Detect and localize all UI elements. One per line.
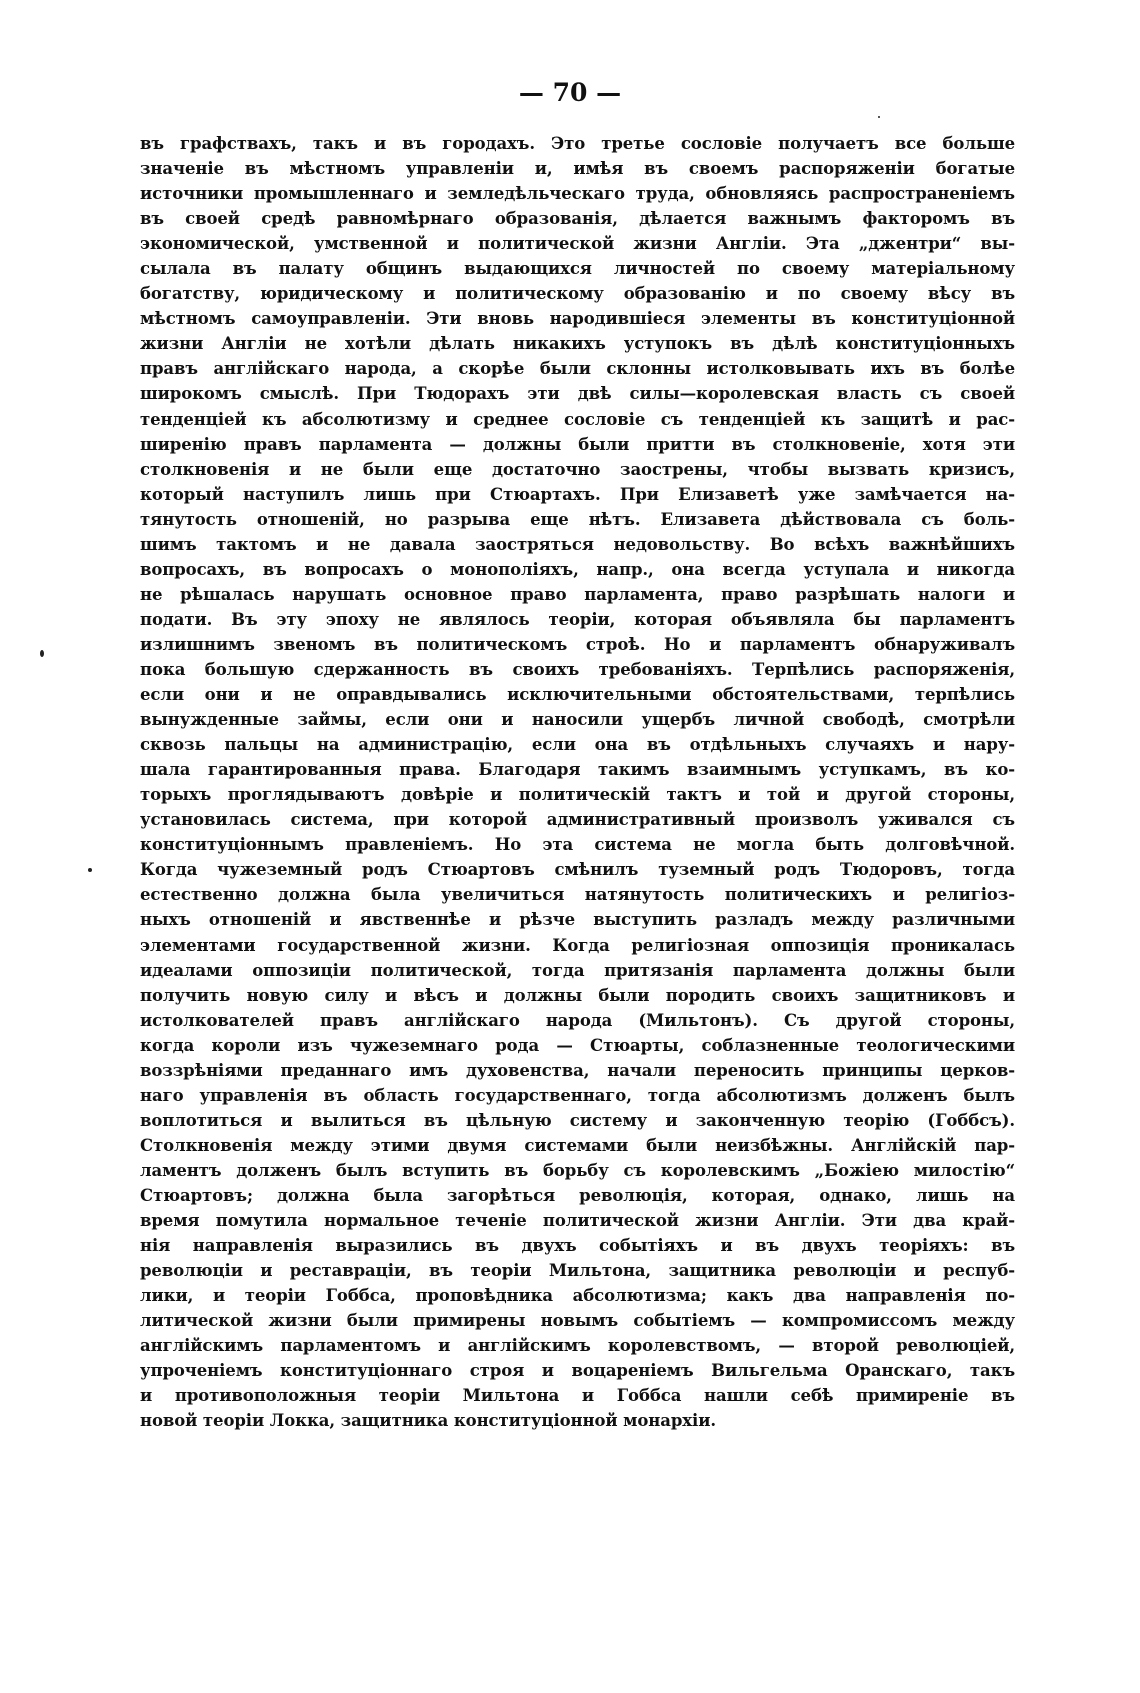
text-line: литической жизни были примирены новымъ событіемъ — компромиссомъ между: [140, 1311, 1015, 1331]
text-line: новой теоріи Локка, защитника конституціонной монархіи.: [140, 1411, 716, 1431]
text-line: Стюартовъ; должна была загорѣться революція, которая, однако, лишь на: [140, 1185, 1015, 1205]
scan-speck: [40, 650, 44, 657]
text-line: сквозь пальцы на администрацію, если она въ отдѣльныхъ случаяхъ и нару-: [140, 735, 1015, 755]
text-line: ныхъ отношеній и явственнѣе и рѣзче выступить разладъ между различными: [140, 910, 1015, 930]
text-line: воззрѣніями преданнаго имъ духовенства, начали переносить принципы церков-: [140, 1060, 1015, 1080]
text-line: шимъ тактомъ и не давала заостряться недовольству. Во всѣхъ важнѣйшихъ: [140, 534, 1015, 554]
text-line: значеніе въ мѣстномъ управленіи и, имѣя въ своемъ распоряженіи богатые: [140, 159, 1015, 179]
text-line: въ графствахъ, такъ и въ городахъ. Это третье сословіе получаетъ все больше: [140, 134, 1015, 153]
text-line: наго управленія въ область государственнаго, тогда абсолютизмъ долженъ былъ: [140, 1085, 1015, 1105]
text-line: не рѣшалась нарушать основное право парламента, право разрѣшать налоги и: [140, 584, 1015, 604]
text-line: ламентъ долженъ былъ вступить въ борьбу съ королевскимъ „Божіею милостію“: [140, 1160, 1015, 1180]
text-line: установилась система, при которой административный произволъ уживался съ: [140, 810, 1015, 830]
text-line: подати. Въ эту эпоху не являлось теоріи, которая объявляла бы парламентъ: [140, 609, 1015, 629]
text-line: широкомъ смыслѣ. При Тюдорахъ эти двѣ силы—королевская власть съ своей: [140, 384, 1015, 404]
text-line: источники промышленнаго и земледѣльческаго труда, обновляясь распространеніемъ: [140, 184, 1015, 204]
text-line: излишнимъ звеномъ въ политическомъ строѣ. Но и парламентъ обнаруживалъ: [140, 634, 1015, 654]
text-line: ширенію правъ парламента — должны были притти въ столкновеніе, хотя эти: [140, 434, 1015, 454]
scan-speck: [878, 116, 880, 118]
text-line: пока большую сдержанность въ своихъ требованіяхъ. Терпѣлись распоряженія,: [140, 659, 1015, 679]
text-line: естественно должна была увеличиться натянутость политическихъ и религіоз-: [140, 885, 1015, 905]
text-line: вопросахъ, въ вопросахъ о монополіяхъ, напр., она всегда уступала и никогда: [140, 559, 1015, 579]
text-line: мѣстномъ самоуправленіи. Эти вновь народившіеся элементы въ конституціонной: [140, 309, 1015, 329]
text-line: когда короли изъ чужеземнаго рода — Стюарты, соблазненные теологическими: [140, 1035, 1015, 1055]
text-line: Столкновенія между этими двумя системами были неизбѣжны. Англійскій пар-: [140, 1135, 1015, 1155]
text-line: если они и не оправдывались исключительными обстоятельствами, терпѣлись: [140, 685, 1015, 705]
text-line: получить новую силу и вѣсъ и должны были породить своихъ защитниковъ и: [140, 985, 1015, 1005]
text-line: революціи и реставраціи, въ теоріи Мильтона, защитника революціи и респуб-: [140, 1261, 1015, 1281]
text-line: экономической, умственной и политической жизни Англіи. Эта „джентри“ вы-: [140, 234, 1015, 254]
text-line: время помутила нормальное теченіе политической жизни Англіи. Эти два край-: [140, 1211, 1015, 1231]
text-line: тенденціей къ абсолютизму и среднее сословіе съ тенденціей къ защитѣ и рас-: [140, 409, 1015, 429]
text-line: идеалами оппозиціи политической, тогда притязанія парламента должны были: [140, 960, 1015, 980]
page-number: — 70 —: [518, 78, 622, 107]
text-line: лики, и теоріи Гоббса, проповѣдника абсолютизма; какъ два направленія по-: [140, 1286, 1015, 1306]
text-line: богатству, юридическому и политическому образованію и по своему вѣсу въ: [140, 284, 1015, 304]
text-line: жизни Англіи не хотѣли дѣлать никакихъ уступокъ въ дѣлѣ конституціонныхъ: [140, 334, 1015, 354]
text-line: тянутость отношеній, но разрыва еще нѣтъ. Елизавета дѣйствовала съ боль-: [140, 509, 1015, 529]
text-line: элементами государственной жизни. Когда религіозная оппозиція проникалась: [140, 935, 1015, 955]
text-line: воплотиться и вылиться въ цѣльную систему и законченную теорію (Гоббсъ).: [140, 1110, 1015, 1130]
text-line: столкновенія и не были еще достаточно заострены, чтобы вызвать кризисъ,: [140, 459, 1015, 479]
text-line: правъ англійскаго народа, а скорѣе были склонны истолковывать ихъ въ болѣе: [140, 359, 1015, 379]
text-line: англійскимъ парламентомъ и англійскимъ королевствомъ, — второй революціей,: [140, 1336, 1015, 1356]
text-line: Когда чужеземный родъ Стюартовъ смѣнилъ туземный родъ Тюдоровъ, тогда: [140, 860, 1015, 880]
text-line: въ своей средѣ равномѣрнаго образованія, дѣлается важнымъ факторомъ въ: [140, 209, 1015, 229]
scan-speck: [88, 868, 92, 872]
text-line: сылала въ палату общинъ выдающихся личностей по своему матеріальному: [140, 259, 1015, 279]
text-line: вынужденные займы, если они и наносили ущербъ личной свободѣ, смотрѣли: [140, 710, 1015, 730]
text-line: нія направленія выразились въ двухъ событіяхъ и въ двухъ теоріяхъ: въ: [140, 1236, 1015, 1256]
text-line: торыхъ проглядываютъ довѣріе и политическій тактъ и той и другой стороны,: [140, 785, 1015, 805]
text-line: который наступилъ лишь при Стюартахъ. При Елизаветѣ уже замѣчается на-: [140, 484, 1015, 504]
text-line: и противоположныя теоріи Мильтона и Гоббса нашли себѣ примиреніе въ: [140, 1386, 1015, 1406]
text-line: конституціоннымъ правленіемъ. Но эта система не могла быть долговѣчной.: [140, 835, 1015, 855]
text-line: истолкователей правъ англійскаго народа (Мильтонъ). Съ другой стороны,: [140, 1010, 1015, 1030]
text-line: упроченіемъ конституціоннаго строя и воцареніемъ Вильгельма Оранскаго, такъ: [140, 1361, 1015, 1381]
body-text: [140, 131, 1015, 1433]
text-line: шала гарантированныя права. Благодаря такимъ взаимнымъ уступкамъ, въ ко-: [140, 760, 1015, 780]
